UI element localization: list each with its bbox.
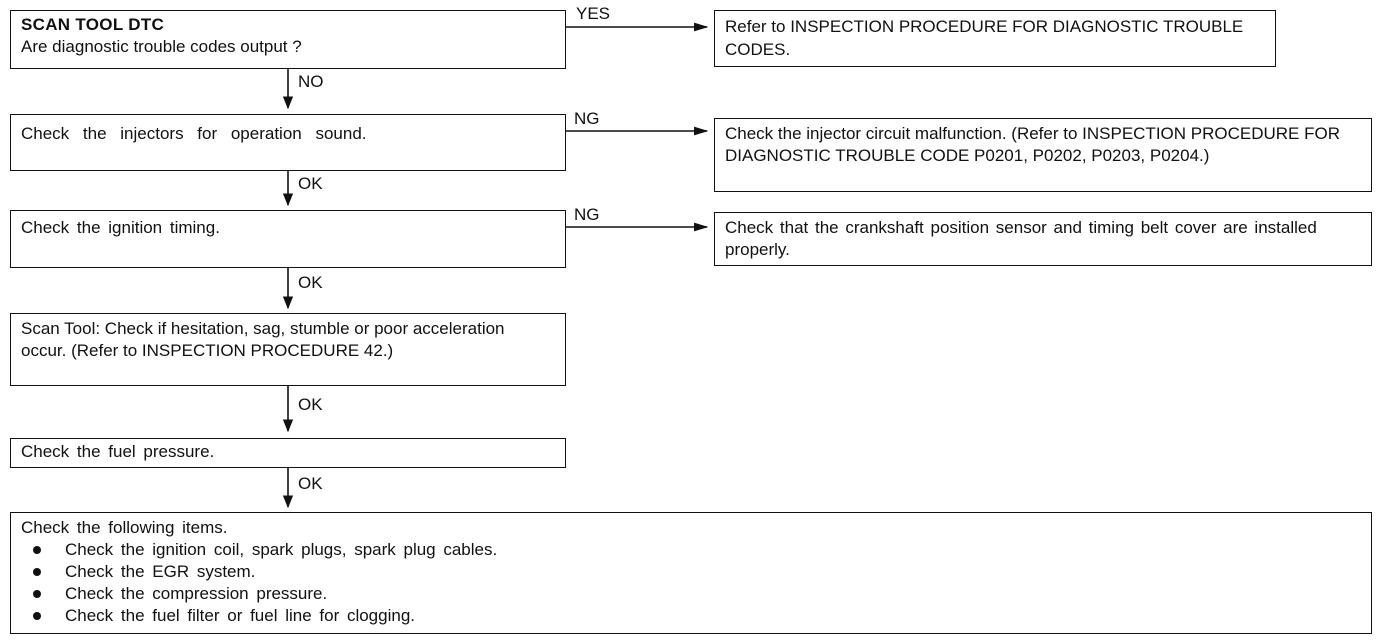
fuel-ok-label: OK <box>298 474 323 493</box>
fuel-pressure-box <box>10 438 566 468</box>
final-checklist <box>21 539 1361 627</box>
ignition-ng-action-text: Check that the crankshaft position sensor and timing belt cover are installed properly. <box>725 218 1317 259</box>
checklist-item-text: Check the fuel filter or fuel line for clogging. <box>65 606 416 625</box>
dtc-title: SCAN TOOL DTC <box>21 15 165 34</box>
scan-ok-label: OK <box>298 395 323 414</box>
ignition-check-text: Check the ignition timing. <box>21 218 220 237</box>
dtc-yes-action-box <box>714 10 1276 67</box>
ignition-check-box <box>10 210 566 268</box>
injector-ng-label: NG <box>574 109 600 128</box>
dtc-question: Are diagnostic trouble codes output ? <box>21 37 302 56</box>
injector-check-text: Check the injectors for operation sound. <box>21 124 367 143</box>
scan-tool-check-box <box>10 313 566 386</box>
final-checklist-box <box>10 512 1372 634</box>
yes-label: YES <box>576 4 611 23</box>
scan-tool-check-text: Scan Tool: Check if hesitation, sag, stumble or poor acceleration occur. (Refer to INSPECTION PROCEDURE 42.) <box>21 319 505 360</box>
dtc-yes-action-text: Refer to INSPECTION PROCEDURE FOR DIAGNOSTIC TROUBLE CODES. <box>725 17 1244 59</box>
bullet-icon <box>33 568 41 576</box>
injector-ng-action-box <box>714 118 1372 192</box>
checklist-item-text: Check the compression pressure. <box>65 584 328 603</box>
checklist-item-text: Check the ignition coil, spark plugs, spark plug cables. <box>65 540 498 559</box>
bullet-icon <box>33 590 41 598</box>
ignition-ok-label: OK <box>298 273 323 292</box>
no-label: NO <box>298 72 324 91</box>
ignition-ng-label: NG <box>574 205 600 224</box>
checklist-item <box>21 561 1361 583</box>
ignition-ng-action-box <box>714 212 1372 266</box>
injector-ok-label: OK <box>298 174 323 193</box>
fuel-pressure-text: Check the fuel pressure. <box>21 442 215 461</box>
checklist-item <box>21 539 1361 561</box>
final-heading: Check the following items. <box>21 518 228 537</box>
checklist-item-text: Check the EGR system. <box>65 562 256 581</box>
injector-check-box <box>10 114 566 171</box>
checklist-item <box>21 605 1361 627</box>
bullet-icon <box>33 612 41 620</box>
injector-ng-action-text: Check the injector circuit malfunction. (Refer to INSPECTION PROCEDURE FOR DIAGNOSTIC TROUBLE CODE P0201, P0202, P0203, P0204.) <box>725 124 1340 165</box>
checklist-item <box>21 583 1361 605</box>
dtc-check-box <box>10 10 566 69</box>
bullet-icon <box>33 546 41 554</box>
